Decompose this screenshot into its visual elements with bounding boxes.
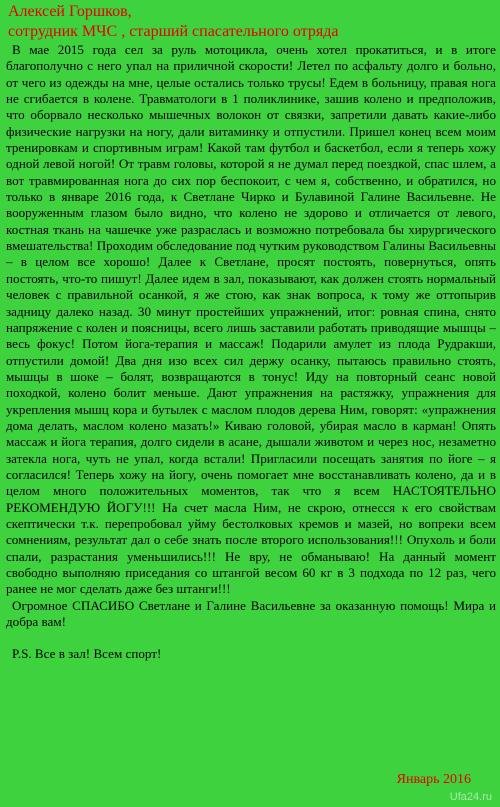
postscript: P.S. Все в зал! Всем спорт! bbox=[12, 646, 162, 662]
main-paragraph: В мае 2015 года сел за руль мотоцикла, очень хотел прокатиться, и в итоге благополучно с него упал на приличной скорости! Летел по асфальту долго и больно, от чего из одежды на мне, целые остались только трусы! Едем в больницу, правая нога не сгибается в колене. Травматологи в 1 поликлинике, зашив колено и предположив, что оборвало несколько мышечных волокон от связки, запретили давать какие-либо физические нагрузки на ногу, дали витаминку и отпустили. Пришел конец всем моим тренировкам и спортивным играм! Какой там футбол и баскетбол, если я теперь хожу одной левой ногой! От травм головы, которой я не думал перед поездкой, спас шлем, а вот травмированная нога до сих пор беспокоит, с чем я, собственно, и обратился, но только в январе 2016 года, к Светлане Чирко и Булавиной Галине Васильевне. Не вооруженным глазом было видно, что колено не здорово и отличается от левого, костная ткань на чашечке уже разраслась и возможно потребовала бы хирургического вмешательства! Проходим обследование под чутким руководством Галины Васильевны – в целом все хорошо! Далее к Светлане, просят постоять, повернуться, опять постоять, что-то пишут! Далее идем в зал, показывают, как должен стоять нормальный человек с правильной осанкой, я же стою, как знак вопроса, к тому же оттопырив задницу далеко назад. 30 минут простейших упражнений, итог: ровная спина, снято напряжение с колен и поясницы, всего лишь заставили работать приводящие мышцы – весь фокус! Потом йога-терапия и массаж! Подарили амулет из плода Рудракши, отпустили домой! Два дня изо всех сил держу осанку, пытаюсь правильно стоять, мышцы в шоке – болят, возвращаются в тонус! Иду на повторный сеанс новой походкой, колено болит меньше. Дают упражнения на растяжку, упражнения для укрепления мышц кора и бутылек с маслом плодов дерева Ним, говорят: «упражнения дома делать, маслом колено мазать!» Киваю головой, убирая масло в карман! Опять массаж и йога терапия, долго сидели в асане, дышали животом и через нос, незаметно затекла нога, чуть не упал, когда встали! Пригласили посещать занятия по йоге – я согласился! Теперь хожу на йогу, очень помогает мне восстанавливать колено, да и в целом много положительных моментов, так что я всем НАСТОЯТЕЛЬНО РЕКОМЕНДУЮ ЙОГУ!!! На счет масла Ним, не скрою, отнесся к его свойствам скептически т.к. перепробовал уйму бестолковых кремов и мазей, но вопреки всем сомнениям, результат дал о себе знать после второго использования!!! Опухоль и боли спали, разрастания уменьшились!!! Не вру, не обманываю! На данный момент свободно выполняю приседания со штангой весом 60 кг в 3 подхода по 12 раз, чего ранее не мог сделать даже без штанги!!! bbox=[6, 42, 496, 597]
author-position: сотрудник МЧС , старший спасательного отряда bbox=[8, 23, 339, 40]
article-body bbox=[6, 42, 496, 663]
thanks-paragraph: Огромное СПАСИБО Светлане и Галине Васильевне за оказанную помощь! Мира и добра вам! bbox=[6, 597, 496, 630]
article-date: Январь 2016 bbox=[396, 772, 471, 787]
author-header bbox=[8, 2, 498, 42]
site-watermark: Ufa24.ru bbox=[449, 791, 492, 803]
author-name: Алексей Горшков, bbox=[8, 3, 132, 20]
